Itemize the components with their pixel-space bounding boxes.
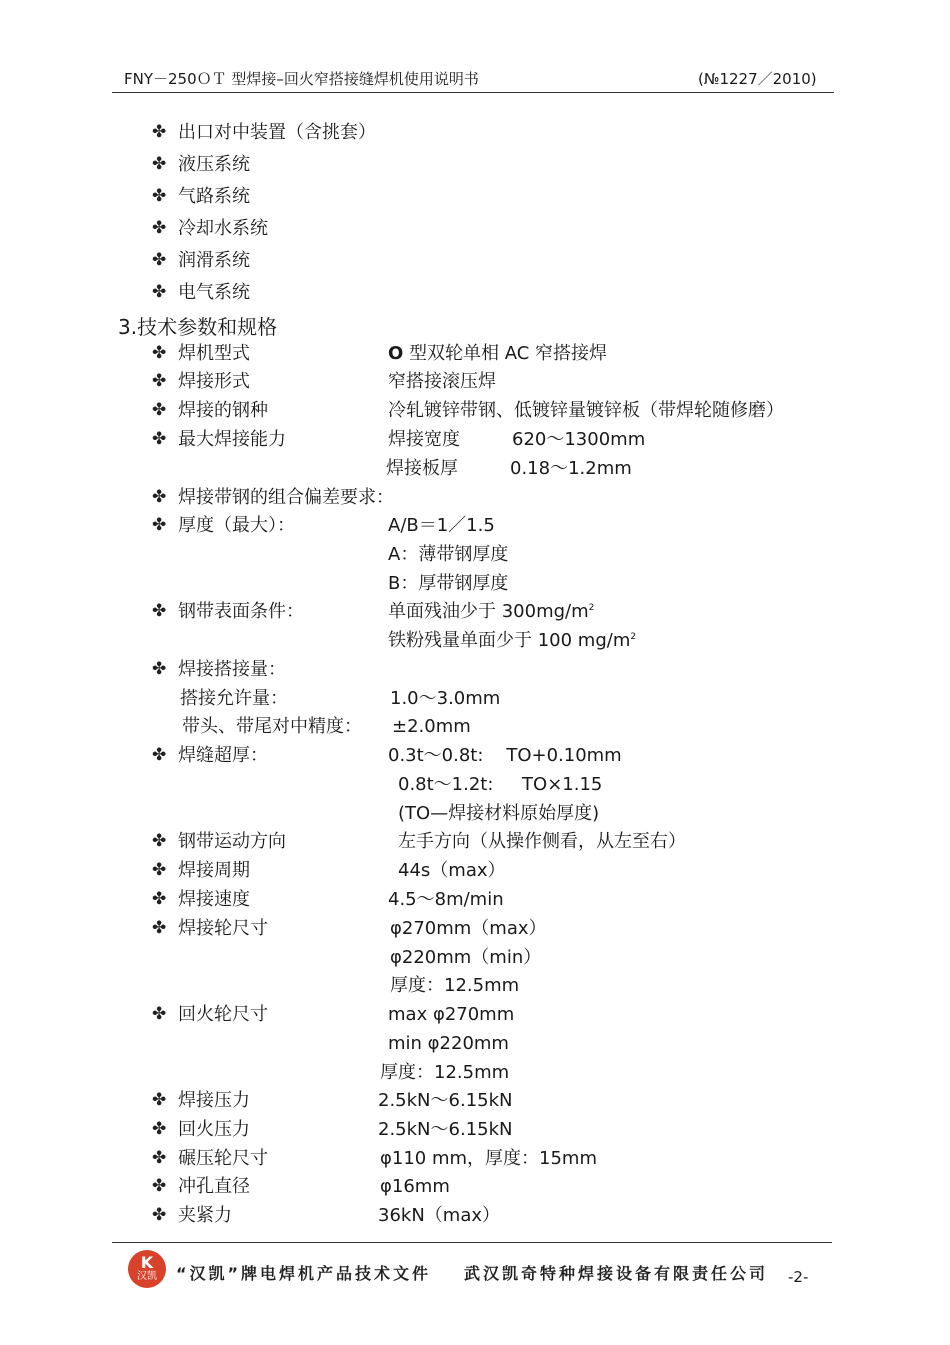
footer-brand: “汉凯”牌电焊机产品技术文件	[176, 1264, 432, 1283]
spec-value: 厚度：12.5mm	[380, 1062, 510, 1083]
spec-label: 冲孔直径	[178, 1176, 250, 1197]
bullet-icon: ✤	[152, 154, 167, 174]
spec-value	[388, 343, 607, 365]
spec-value: φ220mm（min）	[390, 947, 542, 968]
spec-label: 焊接压力	[178, 1090, 250, 1111]
iron-sup: 2	[630, 632, 637, 642]
bullet-icon: ✤	[152, 831, 167, 851]
spec-label: 焊接的钢种	[178, 400, 268, 421]
spec-value: 36kN（max）	[378, 1205, 501, 1226]
model-value: 型双轮单相 AC 窄搭接焊	[403, 343, 608, 364]
bullet-icon: ✤	[152, 371, 167, 391]
spec-value: max φ270mm	[388, 1004, 515, 1025]
header-title: FNY－250ＯＴ 型焊接–回火窄搭接缝焊机使用说明书	[124, 70, 479, 88]
spec-value: 2.5kN～6.15kN	[378, 1090, 513, 1111]
spec-value: 4.5～8m/min	[388, 889, 504, 910]
spec-label: 焊接搭接量：	[178, 659, 286, 680]
bullet-icon: ✤	[152, 1090, 167, 1110]
bullet-icon: ✤	[152, 429, 167, 449]
logo-mark-icon: K	[140, 1253, 154, 1272]
spec-value: 厚度：12.5mm	[390, 975, 520, 996]
system-item: 出口对中装置（含挑套）	[178, 122, 376, 143]
spec-label: 焊接形式	[178, 371, 250, 392]
header-doc-number: (№1227／2010)	[698, 70, 817, 88]
spec-label: 钢带表面条件：	[178, 601, 304, 622]
spec-label: 回火压力	[178, 1119, 250, 1140]
spec-label: 碾压轮尺寸	[178, 1148, 268, 1169]
bullet-icon: ✤	[152, 218, 167, 238]
bullet-icon: ✤	[152, 250, 167, 270]
bullet-icon: ✤	[152, 860, 167, 880]
spec-value: 窄搭接滚压焊	[388, 371, 496, 392]
spec-sublabel: 焊接板厚	[386, 458, 458, 479]
spec-value: 0.18～1.2mm	[510, 458, 632, 479]
spec-label: 夹紧力	[178, 1205, 232, 1226]
system-item: 润滑系统	[178, 250, 250, 271]
company-logo	[128, 1250, 166, 1288]
bullet-icon: ✤	[152, 1176, 167, 1196]
bullet-icon: ✤	[152, 282, 167, 302]
spec-value: 冷轧镀锌带钢、低镀锌量镀锌板（带焊轮随修磨）	[388, 400, 784, 421]
bullet-icon: ✤	[152, 1205, 167, 1225]
spec-sublabel: 焊接宽度	[388, 429, 460, 450]
bullet-icon: ✤	[152, 400, 167, 420]
model-prefix: O	[388, 343, 404, 364]
spec-value: 左手方向（从操作侧看，从左至右）	[398, 831, 686, 852]
spec-label: 钢带运动方向	[178, 831, 286, 852]
system-item: 液压系统	[178, 154, 250, 175]
bullet-icon: ✤	[152, 122, 167, 142]
spec-label: 焊接轮尺寸	[178, 918, 268, 939]
spec-value: min φ220mm	[388, 1033, 509, 1054]
spec-value: φ110 mm，厚度：15mm	[380, 1148, 597, 1169]
spec-value: (TO—焊接材料原始厚度)	[398, 803, 600, 824]
spec-value: 620～1300mm	[512, 429, 646, 450]
oil-value: 单面残油少于 300mg/m	[388, 601, 589, 622]
spec-label: 焊接速度	[178, 889, 250, 910]
spec-label: 焊机型式	[178, 343, 250, 364]
spec-value	[388, 601, 594, 623]
spec-value: 0.8t～1.2t: TO×1.15	[398, 774, 603, 795]
oil-sup: 2	[588, 603, 595, 613]
section-title: 3.技术参数和规格	[118, 315, 278, 339]
spec-label: 厚度（最大）：	[178, 515, 295, 536]
bullet-icon: ✤	[152, 487, 167, 507]
spec-value: B：厚带钢厚度	[388, 573, 509, 594]
bullet-icon: ✤	[152, 515, 167, 535]
bullet-icon: ✤	[152, 1119, 167, 1139]
spec-label: 最大焊接能力	[178, 429, 286, 450]
bullet-icon: ✤	[152, 659, 167, 679]
spec-label: 焊缝超厚：	[178, 745, 268, 766]
bullet-icon: ✤	[152, 601, 167, 621]
iron-value: 铁粉残量单面少于 100 mg/m	[388, 630, 631, 651]
footer-rule	[112, 1242, 832, 1243]
header-rule	[112, 92, 834, 93]
spec-label: 焊接周期	[178, 860, 250, 881]
spec-value: 0.3t～0.8t: TO+0.10mm	[388, 745, 622, 766]
spec-value: A/B＝1／1.5	[388, 515, 495, 536]
system-item: 气路系统	[178, 186, 250, 207]
system-item: 冷却水系统	[178, 218, 268, 239]
bullet-icon: ✤	[152, 343, 167, 363]
logo-text: 汉凯	[137, 1271, 157, 1282]
bullet-icon: ✤	[152, 1148, 167, 1168]
spec-label: 回火轮尺寸	[178, 1004, 268, 1025]
system-item: 电气系统	[178, 282, 250, 303]
bullet-icon: ✤	[152, 745, 167, 765]
bullet-icon: ✤	[152, 1004, 167, 1024]
bullet-icon: ✤	[152, 889, 167, 909]
spec-value: ±2.0mm	[392, 716, 471, 737]
spec-sublabel: 搭接允许量：	[180, 688, 288, 709]
bullet-icon: ✤	[152, 186, 167, 206]
page-number: -2-	[788, 1268, 809, 1286]
spec-value: 44s（max）	[398, 860, 506, 881]
spec-value	[388, 630, 636, 652]
spec-label: 焊接带钢的组合偏差要求：	[178, 487, 394, 508]
spec-value: A：薄带钢厚度	[388, 544, 509, 565]
bullet-icon: ✤	[152, 918, 167, 938]
footer-company: 武汉凯奇特种焊接设备有限责任公司	[464, 1264, 769, 1283]
spec-sublabel: 带头、带尾对中精度：	[182, 716, 362, 737]
spec-value: 2.5kN～6.15kN	[378, 1119, 513, 1140]
spec-value: φ16mm	[380, 1176, 450, 1197]
spec-value: 1.0～3.0mm	[390, 688, 501, 709]
spec-value: φ270mm（max）	[390, 918, 547, 939]
